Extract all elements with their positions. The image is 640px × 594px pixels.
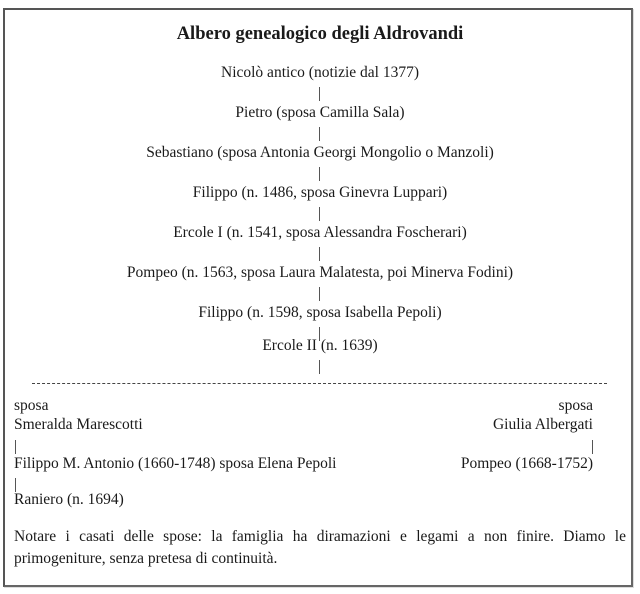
connector-line [319,360,320,374]
footnote: Notare i casati delle spose: la famiglia ha diramazioni e legami a non finire. Diamo le primogeniture, senza pretesa di continuità. [14,528,626,567]
left-spouse-name: Smeralda Marescotti [14,416,143,433]
connector-line [319,127,320,141]
lineage-pompeo-1563: Pompeo (n. 1563, sposa Laura Malatesta, poi Minerva Fodini) [126,264,514,281]
connector-line [319,167,320,181]
connector-line [319,207,320,221]
connector-line [319,247,320,261]
connector-line [15,478,16,492]
left-child: Filippo M. Antonio (1660-1748) sposa Elena Pepoli [14,455,337,472]
right-child: Pompeo (1668-1752) [460,455,593,472]
branch-divider [32,383,607,384]
lineage-filippo-1486: Filippo (n. 1486, sposa Ginevra Luppari) [192,184,448,201]
connector-line [319,87,320,101]
right-spouse-label: sposa [558,397,593,414]
connector-line [319,287,320,301]
lineage-filippo-1598: Filippo (n. 1598, sposa Isabella Pepoli) [198,304,442,321]
lineage-nicolo: Nicolò antico (notizie dal 1377) [221,64,419,81]
left-spouse-label: sposa [14,397,49,414]
lineage-pietro: Pietro (sposa Camilla Sala) [235,104,405,121]
lineage-ercole-ii: Ercole II (n. 1639) [262,337,378,354]
lineage-ercole-i: Ercole I (n. 1541, sposa Alessandra Foscherari) [173,224,467,241]
connector-line [592,440,593,454]
lineage-sebastiano: Sebastiano (sposa Antonia Georgi Mongolio o Manzoli) [146,144,494,161]
left-grandchild: Raniero (n. 1694) [14,491,124,508]
connector-line [15,440,16,454]
page-title: Albero genealogico degli Aldrovandi [176,24,464,44]
right-spouse-name: Giulia Albergati [492,416,593,433]
